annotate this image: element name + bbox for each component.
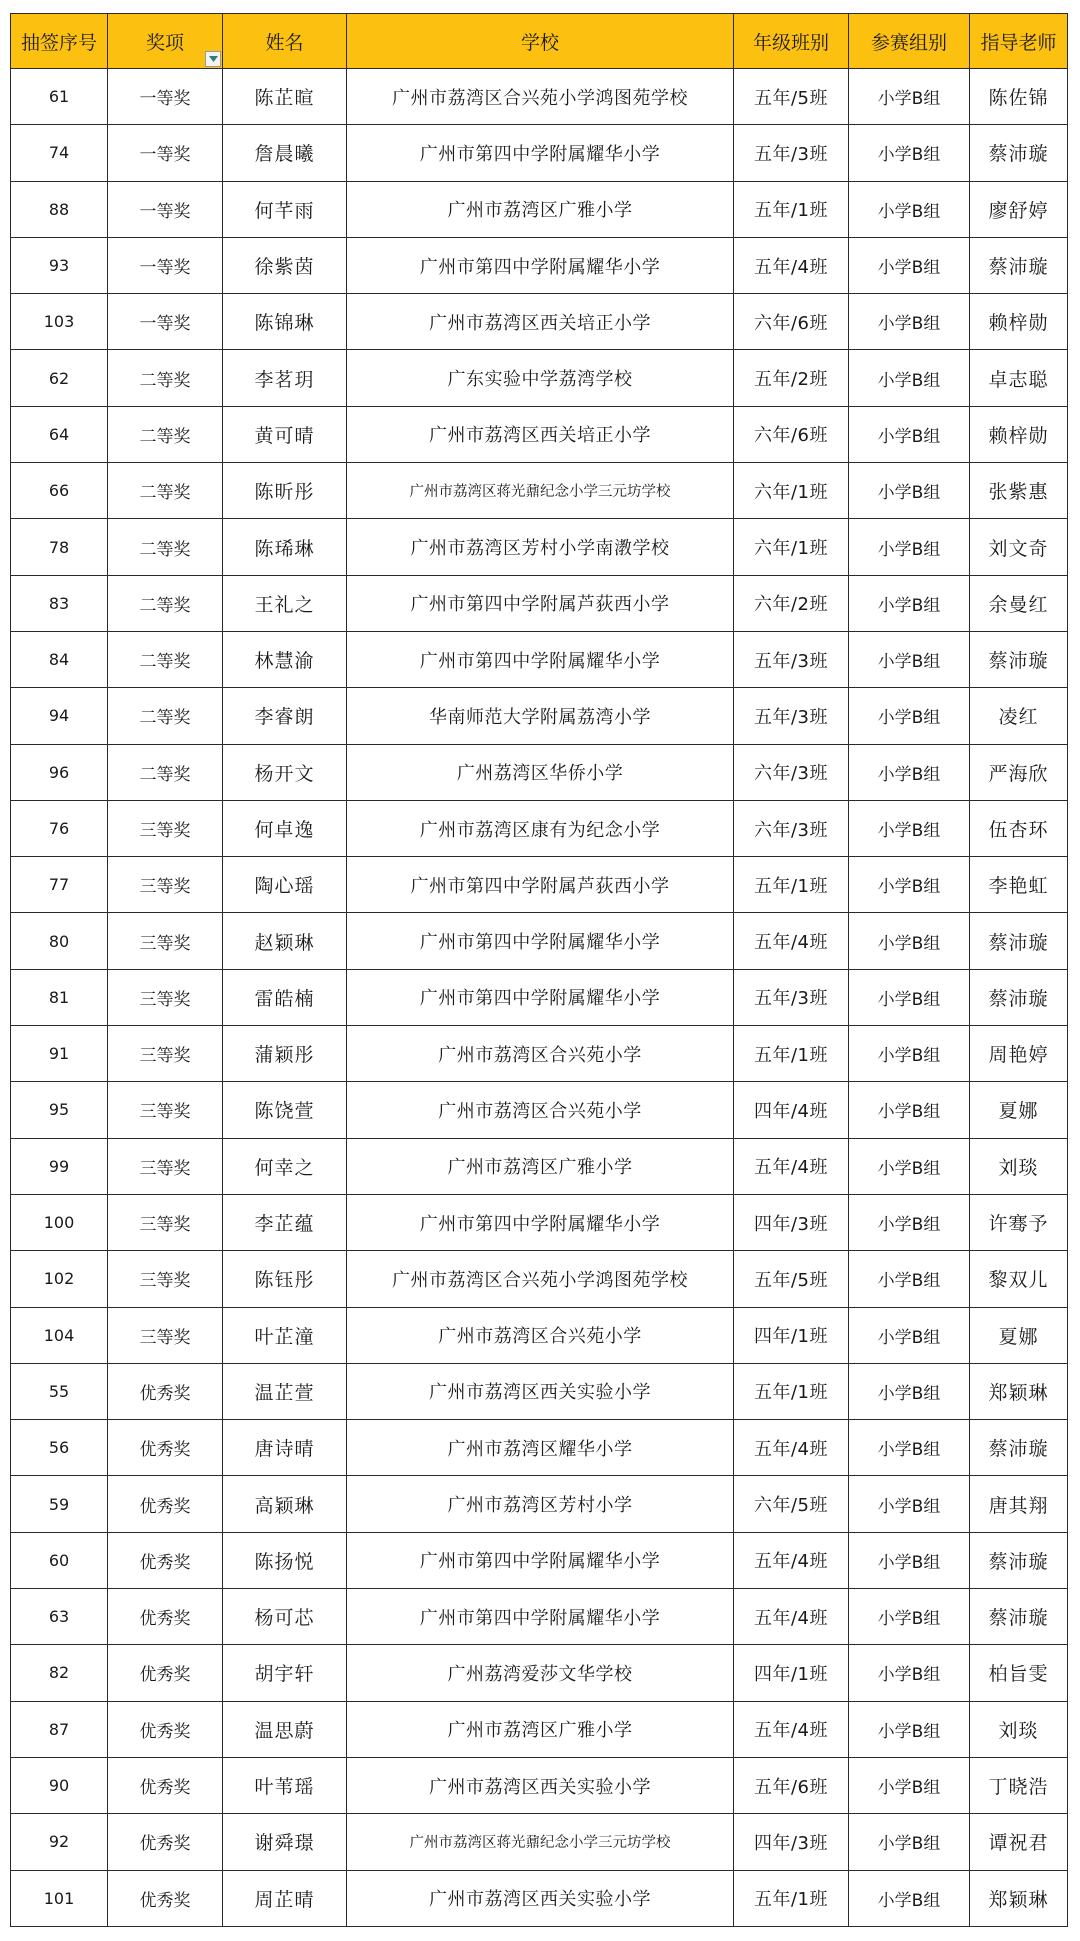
table-row bbox=[11, 1757, 1068, 1813]
cell-school[interactable]: 广州市荔湾区康有为纪念小学 bbox=[347, 800, 734, 856]
cell-draw-number[interactable]: 83 bbox=[11, 575, 108, 631]
cell-teacher[interactable]: 唐其翔 bbox=[970, 1476, 1068, 1532]
cell-draw-number[interactable]: 56 bbox=[11, 1420, 108, 1476]
cell-teacher[interactable]: 蔡沛璇 bbox=[970, 237, 1068, 293]
cell-draw-number[interactable]: 99 bbox=[11, 1138, 108, 1194]
table-row bbox=[11, 1532, 1068, 1588]
table-row bbox=[11, 913, 1068, 969]
cell-award[interactable]: 二等奖 bbox=[108, 350, 223, 406]
table-row bbox=[11, 519, 1068, 575]
cell-award[interactable]: 二等奖 bbox=[108, 575, 223, 631]
cell-grade-class[interactable]: 五年/3班 bbox=[734, 688, 849, 744]
cell-group[interactable]: 小学B组 bbox=[849, 69, 970, 125]
cell-school[interactable]: 广州市荔湾区广雅小学 bbox=[347, 181, 734, 237]
cell-school[interactable]: 广州市荔湾区合兴苑小学 bbox=[347, 1082, 734, 1138]
cell-draw-number[interactable]: 101 bbox=[11, 1870, 108, 1926]
cell-teacher[interactable]: 蔡沛璇 bbox=[970, 1532, 1068, 1588]
header-name[interactable]: 姓名 bbox=[223, 14, 347, 69]
cell-teacher[interactable]: 夏娜 bbox=[970, 1082, 1068, 1138]
cell-draw-number[interactable]: 78 bbox=[11, 519, 108, 575]
cell-group[interactable]: 小学B组 bbox=[849, 1589, 970, 1645]
cell-name[interactable]: 陈扬悦 bbox=[223, 1532, 347, 1588]
filter-dropdown-icon[interactable] bbox=[205, 51, 221, 67]
table-body bbox=[11, 69, 1068, 1927]
table-row bbox=[11, 800, 1068, 856]
table-row bbox=[11, 1363, 1068, 1419]
cell-award[interactable]: 一等奖 bbox=[108, 125, 223, 181]
cell-grade-class[interactable]: 五年/4班 bbox=[734, 913, 849, 969]
cell-group[interactable]: 小学B组 bbox=[849, 181, 970, 237]
cell-teacher[interactable]: 柏旨雯 bbox=[970, 1645, 1068, 1701]
cell-grade-class[interactable]: 四年/3班 bbox=[734, 1814, 849, 1870]
cell-school[interactable]: 广州市荔湾区广雅小学 bbox=[347, 1138, 734, 1194]
cell-group[interactable]: 小学B组 bbox=[849, 1363, 970, 1419]
cell-school[interactable]: 广州市荔湾区西关培正小学 bbox=[347, 294, 734, 350]
cell-group[interactable]: 小学B组 bbox=[849, 744, 970, 800]
cell-name[interactable]: 王礼之 bbox=[223, 575, 347, 631]
cell-draw-number[interactable]: 94 bbox=[11, 688, 108, 744]
cell-draw-number[interactable]: 60 bbox=[11, 1532, 108, 1588]
cell-grade-class[interactable]: 五年/3班 bbox=[734, 631, 849, 687]
cell-award[interactable]: 三等奖 bbox=[108, 1082, 223, 1138]
cell-name[interactable]: 胡宇轩 bbox=[223, 1645, 347, 1701]
cell-award[interactable]: 二等奖 bbox=[108, 688, 223, 744]
header-award[interactable] bbox=[108, 14, 223, 69]
cell-name[interactable]: 蒲颖彤 bbox=[223, 1026, 347, 1082]
cell-group[interactable]: 小学B组 bbox=[849, 237, 970, 293]
table-row bbox=[11, 575, 1068, 631]
cell-award[interactable]: 三等奖 bbox=[108, 1251, 223, 1307]
table-row bbox=[11, 237, 1068, 293]
cell-group[interactable]: 小学B组 bbox=[849, 519, 970, 575]
cell-school[interactable]: 广州市荔湾区蒋光鼐纪念小学三元坊学校 bbox=[347, 1814, 734, 1870]
cell-group[interactable]: 小学B组 bbox=[849, 1757, 970, 1813]
cell-group[interactable]: 小学B组 bbox=[849, 1645, 970, 1701]
cell-school[interactable]: 广东实验中学荔湾学校 bbox=[347, 350, 734, 406]
cell-award[interactable]: 优秀奖 bbox=[108, 1363, 223, 1419]
cell-group[interactable]: 小学B组 bbox=[849, 969, 970, 1025]
cell-group[interactable]: 小学B组 bbox=[849, 125, 970, 181]
cell-award[interactable]: 三等奖 bbox=[108, 969, 223, 1025]
cell-name[interactable]: 李芷蕴 bbox=[223, 1194, 347, 1250]
cell-name[interactable]: 陈锦琳 bbox=[223, 294, 347, 350]
cell-school[interactable]: 广州荔湾区华侨小学 bbox=[347, 744, 734, 800]
cell-school[interactable]: 广州市荔湾区西关实验小学 bbox=[347, 1757, 734, 1813]
table-row bbox=[11, 1251, 1068, 1307]
cell-school[interactable]: 华南师范大学附属荔湾小学 bbox=[347, 688, 734, 744]
cell-draw-number[interactable]: 104 bbox=[11, 1307, 108, 1363]
cell-draw-number[interactable]: 96 bbox=[11, 744, 108, 800]
cell-teacher[interactable]: 赖梓勋 bbox=[970, 294, 1068, 350]
award-table bbox=[10, 13, 1068, 1927]
cell-grade-class[interactable]: 五年/4班 bbox=[734, 1420, 849, 1476]
cell-group[interactable]: 小学B组 bbox=[849, 857, 970, 913]
cell-teacher[interactable]: 郑颖琳 bbox=[970, 1363, 1068, 1419]
cell-name[interactable]: 谢舜璟 bbox=[223, 1814, 347, 1870]
cell-school[interactable]: 广州市荔湾区耀华小学 bbox=[347, 1420, 734, 1476]
cell-name[interactable]: 周芷晴 bbox=[223, 1870, 347, 1926]
cell-grade-class[interactable]: 五年/4班 bbox=[734, 1701, 849, 1757]
header-school-label: 学校 bbox=[520, 31, 559, 54]
cell-group[interactable]: 小学B组 bbox=[849, 575, 970, 631]
cell-group[interactable]: 小学B组 bbox=[849, 1026, 970, 1082]
table-row bbox=[11, 1589, 1068, 1645]
cell-group[interactable]: 小学B组 bbox=[849, 1476, 970, 1532]
cell-name[interactable]: 陈饶萱 bbox=[223, 1082, 347, 1138]
cell-award[interactable]: 三等奖 bbox=[108, 857, 223, 913]
cell-teacher[interactable]: 刘琰 bbox=[970, 1701, 1068, 1757]
header-award-label: 奖项 bbox=[145, 31, 184, 54]
cell-award[interactable]: 一等奖 bbox=[108, 181, 223, 237]
cell-award[interactable]: 二等奖 bbox=[108, 406, 223, 462]
cell-draw-number[interactable]: 92 bbox=[11, 1814, 108, 1870]
cell-group[interactable]: 小学B组 bbox=[849, 1082, 970, 1138]
table-row bbox=[11, 1026, 1068, 1082]
header-draw-number[interactable]: 抽签序号 bbox=[11, 14, 108, 69]
cell-award[interactable]: 二等奖 bbox=[108, 631, 223, 687]
cell-group[interactable]: 小学B组 bbox=[849, 1701, 970, 1757]
cell-teacher[interactable]: 严海欣 bbox=[970, 744, 1068, 800]
cell-school[interactable]: 广州市第四中学附属耀华小学 bbox=[347, 1589, 734, 1645]
cell-school[interactable]: 广州市荔湾区蒋光鼐纪念小学三元坊学校 bbox=[347, 463, 734, 519]
table-row bbox=[11, 406, 1068, 462]
cell-school[interactable]: 广州市第四中学附属芦荻西小学 bbox=[347, 575, 734, 631]
cell-name[interactable]: 徐紫茵 bbox=[223, 237, 347, 293]
cell-draw-number[interactable]: 81 bbox=[11, 969, 108, 1025]
cell-draw-number[interactable]: 91 bbox=[11, 1026, 108, 1082]
cell-name[interactable]: 高颖琳 bbox=[223, 1476, 347, 1532]
cell-name[interactable]: 杨可芯 bbox=[223, 1589, 347, 1645]
cell-teacher[interactable]: 蔡沛璇 bbox=[970, 913, 1068, 969]
table-row bbox=[11, 1701, 1068, 1757]
table-row bbox=[11, 463, 1068, 519]
cell-group[interactable]: 小学B组 bbox=[849, 1870, 970, 1926]
cell-name[interactable]: 李睿朗 bbox=[223, 688, 347, 744]
table-row bbox=[11, 294, 1068, 350]
cell-name[interactable]: 何幸之 bbox=[223, 1138, 347, 1194]
cell-teacher[interactable]: 陈佐锦 bbox=[970, 69, 1068, 125]
cell-school[interactable]: 广州市荔湾区西关实验小学 bbox=[347, 1363, 734, 1419]
cell-draw-number[interactable]: 55 bbox=[11, 1363, 108, 1419]
table-row bbox=[11, 1476, 1068, 1532]
cell-group[interactable]: 小学B组 bbox=[849, 1138, 970, 1194]
cell-name[interactable]: 詹晨曦 bbox=[223, 125, 347, 181]
cell-school[interactable]: 广州市第四中学附属耀华小学 bbox=[347, 125, 734, 181]
cell-award[interactable]: 优秀奖 bbox=[108, 1476, 223, 1532]
cell-grade-class[interactable]: 五年/1班 bbox=[734, 1870, 849, 1926]
cell-group[interactable]: 小学B组 bbox=[849, 688, 970, 744]
cell-grade-class[interactable]: 六年/3班 bbox=[734, 744, 849, 800]
cell-school[interactable]: 广州市荔湾区合兴苑小学 bbox=[347, 1307, 734, 1363]
cell-draw-number[interactable]: 93 bbox=[11, 237, 108, 293]
cell-draw-number[interactable]: 102 bbox=[11, 1251, 108, 1307]
cell-award[interactable]: 优秀奖 bbox=[108, 1645, 223, 1701]
cell-school[interactable]: 广州市荔湾区芳村小学 bbox=[347, 1476, 734, 1532]
cell-draw-number[interactable]: 87 bbox=[11, 1701, 108, 1757]
cell-teacher[interactable]: 蔡沛璇 bbox=[970, 1589, 1068, 1645]
cell-name[interactable]: 黄可晴 bbox=[223, 406, 347, 462]
cell-award[interactable]: 三等奖 bbox=[108, 1307, 223, 1363]
cell-school[interactable]: 广州市荔湾区西关实验小学 bbox=[347, 1870, 734, 1926]
cell-grade-class[interactable]: 五年/4班 bbox=[734, 1532, 849, 1588]
cell-draw-number[interactable]: 66 bbox=[11, 463, 108, 519]
table-row bbox=[11, 744, 1068, 800]
cell-group[interactable]: 小学B组 bbox=[849, 1251, 970, 1307]
cell-draw-number[interactable]: 64 bbox=[11, 406, 108, 462]
cell-teacher[interactable]: 刘文奇 bbox=[970, 519, 1068, 575]
cell-name[interactable]: 何卓逸 bbox=[223, 800, 347, 856]
cell-grade-class[interactable]: 五年/4班 bbox=[734, 237, 849, 293]
cell-draw-number[interactable]: 84 bbox=[11, 631, 108, 687]
cell-name[interactable]: 李茗玥 bbox=[223, 350, 347, 406]
cell-school[interactable]: 广州市荔湾区合兴苑小学鸿图苑学校 bbox=[347, 1251, 734, 1307]
cell-name[interactable]: 叶苇瑶 bbox=[223, 1757, 347, 1813]
cell-teacher[interactable]: 凌红 bbox=[970, 688, 1068, 744]
cell-award[interactable]: 二等奖 bbox=[108, 519, 223, 575]
cell-name[interactable]: 赵颖琳 bbox=[223, 913, 347, 969]
cell-name[interactable]: 何芊雨 bbox=[223, 181, 347, 237]
cell-award[interactable]: 优秀奖 bbox=[108, 1589, 223, 1645]
table-row bbox=[11, 1082, 1068, 1138]
cell-group[interactable]: 小学B组 bbox=[849, 1532, 970, 1588]
cell-teacher[interactable]: 丁晓浩 bbox=[970, 1757, 1068, 1813]
cell-grade-class[interactable]: 六年/2班 bbox=[734, 575, 849, 631]
cell-teacher[interactable]: 夏娜 bbox=[970, 1307, 1068, 1363]
header-group[interactable]: 参赛组别 bbox=[849, 14, 970, 69]
cell-teacher[interactable]: 刘琰 bbox=[970, 1138, 1068, 1194]
table-row bbox=[11, 181, 1068, 237]
table-row bbox=[11, 350, 1068, 406]
cell-group[interactable]: 小学B组 bbox=[849, 800, 970, 856]
cell-grade-class[interactable]: 四年/3班 bbox=[734, 1194, 849, 1250]
cell-school[interactable]: 广州荔湾爱莎文华学校 bbox=[347, 1645, 734, 1701]
cell-name[interactable]: 陈芷暄 bbox=[223, 69, 347, 125]
table-row bbox=[11, 969, 1068, 1025]
cell-draw-number[interactable]: 88 bbox=[11, 181, 108, 237]
cell-draw-number[interactable]: 77 bbox=[11, 857, 108, 913]
cell-name[interactable]: 温芷萱 bbox=[223, 1363, 347, 1419]
cell-award[interactable]: 一等奖 bbox=[108, 237, 223, 293]
cell-teacher[interactable]: 郑颖琳 bbox=[970, 1870, 1068, 1926]
cell-award[interactable]: 三等奖 bbox=[108, 1026, 223, 1082]
cell-group[interactable]: 小学B组 bbox=[849, 294, 970, 350]
cell-teacher[interactable]: 赖梓勋 bbox=[970, 406, 1068, 462]
cell-group[interactable]: 小学B组 bbox=[849, 913, 970, 969]
table-row bbox=[11, 688, 1068, 744]
cell-school[interactable]: 广州市第四中学附属耀华小学 bbox=[347, 237, 734, 293]
cell-grade-class[interactable]: 五年/2班 bbox=[734, 350, 849, 406]
cell-grade-class[interactable]: 四年/1班 bbox=[734, 1307, 849, 1363]
cell-grade-class[interactable]: 五年/1班 bbox=[734, 857, 849, 913]
cell-group[interactable]: 小学B组 bbox=[849, 1420, 970, 1476]
cell-draw-number[interactable]: 63 bbox=[11, 1589, 108, 1645]
cell-name[interactable]: 陈昕彤 bbox=[223, 463, 347, 519]
cell-name[interactable]: 陶心瑶 bbox=[223, 857, 347, 913]
cell-draw-number[interactable]: 62 bbox=[11, 350, 108, 406]
cell-grade-class[interactable]: 六年/1班 bbox=[734, 463, 849, 519]
cell-name[interactable]: 杨开文 bbox=[223, 744, 347, 800]
cell-draw-number[interactable]: 95 bbox=[11, 1082, 108, 1138]
cell-teacher[interactable]: 许骞予 bbox=[970, 1194, 1068, 1250]
cell-school[interactable]: 广州市第四中学附属耀华小学 bbox=[347, 631, 734, 687]
cell-teacher[interactable]: 蔡沛璇 bbox=[970, 125, 1068, 181]
cell-draw-number[interactable]: 100 bbox=[11, 1194, 108, 1250]
cell-grade-class[interactable]: 五年/3班 bbox=[734, 125, 849, 181]
cell-draw-number[interactable]: 103 bbox=[11, 294, 108, 350]
table-row bbox=[11, 1645, 1068, 1701]
table-row bbox=[11, 857, 1068, 913]
cell-grade-class[interactable]: 五年/5班 bbox=[734, 1251, 849, 1307]
cell-draw-number[interactable]: 61 bbox=[11, 69, 108, 125]
cell-grade-class[interactable]: 六年/6班 bbox=[734, 406, 849, 462]
cell-draw-number[interactable]: 59 bbox=[11, 1476, 108, 1532]
cell-teacher[interactable]: 张紫惠 bbox=[970, 463, 1068, 519]
table-row bbox=[11, 1870, 1068, 1926]
cell-teacher[interactable]: 蔡沛璇 bbox=[970, 1420, 1068, 1476]
cell-award[interactable]: 二等奖 bbox=[108, 463, 223, 519]
table-row bbox=[11, 69, 1068, 125]
cell-school[interactable]: 广州市第四中学附属芦荻西小学 bbox=[347, 857, 734, 913]
cell-award[interactable]: 优秀奖 bbox=[108, 1701, 223, 1757]
cell-name[interactable]: 唐诗晴 bbox=[223, 1420, 347, 1476]
cell-award[interactable]: 二等奖 bbox=[108, 744, 223, 800]
cell-group[interactable]: 小学B组 bbox=[849, 463, 970, 519]
cell-teacher[interactable]: 蔡沛璇 bbox=[970, 969, 1068, 1025]
cell-grade-class[interactable]: 六年/3班 bbox=[734, 800, 849, 856]
cell-teacher[interactable]: 卓志聪 bbox=[970, 350, 1068, 406]
cell-award[interactable]: 一等奖 bbox=[108, 294, 223, 350]
cell-grade-class[interactable]: 五年/4班 bbox=[734, 1138, 849, 1194]
table-row bbox=[11, 1814, 1068, 1870]
cell-name[interactable]: 陈钰彤 bbox=[223, 1251, 347, 1307]
cell-draw-number[interactable]: 74 bbox=[11, 125, 108, 181]
cell-school[interactable]: 广州市荔湾区合兴苑小学鸿图苑学校 bbox=[347, 69, 734, 125]
cell-draw-number[interactable]: 76 bbox=[11, 800, 108, 856]
cell-draw-number[interactable]: 80 bbox=[11, 913, 108, 969]
cell-award[interactable]: 优秀奖 bbox=[108, 1420, 223, 1476]
header-grade-class[interactable]: 年级班别 bbox=[734, 14, 849, 69]
cell-award[interactable]: 三等奖 bbox=[108, 1138, 223, 1194]
cell-grade-class[interactable]: 六年/5班 bbox=[734, 1476, 849, 1532]
table-row bbox=[11, 1307, 1068, 1363]
cell-name[interactable]: 雷皓楠 bbox=[223, 969, 347, 1025]
cell-teacher[interactable]: 李艳虹 bbox=[970, 857, 1068, 913]
header-teacher[interactable]: 指导老师 bbox=[970, 14, 1068, 69]
cell-award[interactable]: 优秀奖 bbox=[108, 1532, 223, 1588]
cell-teacher[interactable]: 周艳婷 bbox=[970, 1026, 1068, 1082]
cell-teacher[interactable]: 黎双儿 bbox=[970, 1251, 1068, 1307]
table-row bbox=[11, 1420, 1068, 1476]
cell-name[interactable]: 陈琋琳 bbox=[223, 519, 347, 575]
cell-award[interactable]: 优秀奖 bbox=[108, 1814, 223, 1870]
cell-school[interactable]: 广州市第四中学附属耀华小学 bbox=[347, 1532, 734, 1588]
cell-award[interactable]: 优秀奖 bbox=[108, 1870, 223, 1926]
cell-grade-class[interactable]: 四年/1班 bbox=[734, 1645, 849, 1701]
cell-draw-number[interactable]: 90 bbox=[11, 1757, 108, 1813]
cell-name[interactable]: 林慧渝 bbox=[223, 631, 347, 687]
cell-school[interactable]: 广州市第四中学附属耀华小学 bbox=[347, 913, 734, 969]
table-row bbox=[11, 125, 1068, 181]
header-school[interactable] bbox=[347, 14, 734, 69]
cell-grade-class[interactable]: 五年/1班 bbox=[734, 181, 849, 237]
cell-name[interactable]: 叶芷潼 bbox=[223, 1307, 347, 1363]
cell-group[interactable]: 小学B组 bbox=[849, 406, 970, 462]
cell-teacher[interactable]: 谭祝君 bbox=[970, 1814, 1068, 1870]
cell-school[interactable]: 广州市第四中学附属耀华小学 bbox=[347, 969, 734, 1025]
table-row bbox=[11, 1194, 1068, 1250]
cell-school[interactable]: 广州市荔湾区芳村小学南漖学校 bbox=[347, 519, 734, 575]
cell-grade-class[interactable]: 五年/1班 bbox=[734, 1363, 849, 1419]
cell-group[interactable]: 小学B组 bbox=[849, 1194, 970, 1250]
cell-draw-number[interactable]: 82 bbox=[11, 1645, 108, 1701]
cell-group[interactable]: 小学B组 bbox=[849, 350, 970, 406]
cell-grade-class[interactable]: 五年/4班 bbox=[734, 1589, 849, 1645]
cell-grade-class[interactable]: 五年/5班 bbox=[734, 69, 849, 125]
cell-teacher[interactable]: 余曼红 bbox=[970, 575, 1068, 631]
cell-group[interactable]: 小学B组 bbox=[849, 631, 970, 687]
table-row bbox=[11, 1138, 1068, 1194]
cell-award[interactable]: 一等奖 bbox=[108, 69, 223, 125]
cell-teacher[interactable]: 廖舒婷 bbox=[970, 181, 1068, 237]
cell-grade-class[interactable]: 四年/4班 bbox=[734, 1082, 849, 1138]
cell-award[interactable]: 优秀奖 bbox=[108, 1757, 223, 1813]
cell-teacher[interactable]: 伍杏环 bbox=[970, 800, 1068, 856]
header-row bbox=[11, 14, 1068, 69]
cell-group[interactable]: 小学B组 bbox=[849, 1814, 970, 1870]
cell-school[interactable]: 广州市荔湾区西关培正小学 bbox=[347, 406, 734, 462]
cell-award[interactable]: 三等奖 bbox=[108, 913, 223, 969]
cell-teacher[interactable]: 蔡沛璇 bbox=[970, 631, 1068, 687]
cell-school[interactable]: 广州市荔湾区合兴苑小学 bbox=[347, 1026, 734, 1082]
table-row bbox=[11, 631, 1068, 687]
cell-school[interactable]: 广州市第四中学附属耀华小学 bbox=[347, 1194, 734, 1250]
cell-grade-class[interactable]: 五年/3班 bbox=[734, 969, 849, 1025]
cell-name[interactable]: 温思蔚 bbox=[223, 1701, 347, 1757]
cell-award[interactable]: 三等奖 bbox=[108, 800, 223, 856]
cell-grade-class[interactable]: 六年/6班 bbox=[734, 294, 849, 350]
cell-grade-class[interactable]: 六年/1班 bbox=[734, 519, 849, 575]
cell-grade-class[interactable]: 五年/1班 bbox=[734, 1026, 849, 1082]
cell-group[interactable]: 小学B组 bbox=[849, 1307, 970, 1363]
cell-award[interactable]: 三等奖 bbox=[108, 1194, 223, 1250]
cell-school[interactable]: 广州市荔湾区广雅小学 bbox=[347, 1701, 734, 1757]
cell-grade-class[interactable]: 五年/6班 bbox=[734, 1757, 849, 1813]
